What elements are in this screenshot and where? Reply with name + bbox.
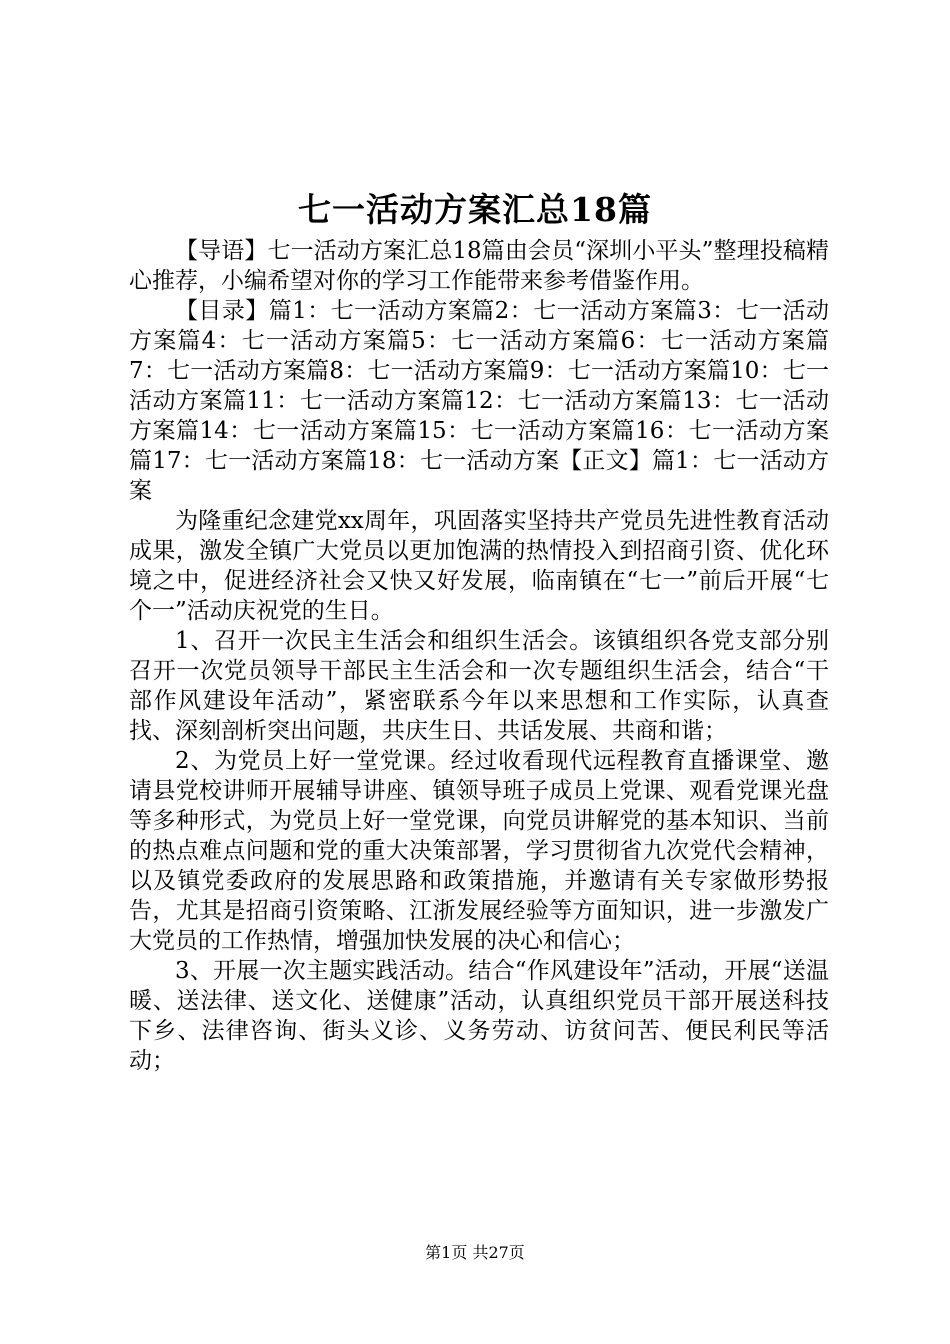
page-footer: 第1页 共27页 (425, 1243, 525, 1262)
paragraph-purpose: 为隆重纪念建党xx周年，巩固落实坚持共产党员先进性教育活动成果，激发全镇广大党员以更加饱满的热情投入到招商引资、优化环境之中，促进经济社会又快又好发展，临南镇在“七一”前后开展“七个一”活动庆祝党的生日。 (129, 508, 829, 624)
document-title: 七一活动方案汇总18篇 (298, 190, 652, 229)
document-body (129, 236, 829, 1076)
paragraph-item-1: 1、召开一次民主生活会和组织生活会。该镇组织各党支部分别召开一次党员领导干部民主生活会和一次专题组织生活会，结合“干部作风建设年活动”，紧密联系今年以来思想和工作实际，认真查找、深刻剖析突出问题，共庆生日、共话发展、共商和谐； (129, 628, 829, 744)
paragraph-intro: 【导语】七一活动方案汇总18篇由会员“深圳小平头”整理投稿精心推荐，小编希望对你的学习工作能带来参考借鉴作用。 (129, 238, 829, 294)
paragraph-contents: 【目录】篇1：七一活动方案篇2：七一活动方案篇3：七一活动方案篇4：七一活动方案篇5：七一活动方案篇6：七一活动方案篇7：七一活动方案篇8：七一活动方案篇9：七一活动方案篇10：七一活动方案篇11：七一活动方案篇12：七一活动方案篇13：七一活动方案篇14：七一活动方案篇15：七一活动方案篇16：七一活动方案篇17：七一活动方案篇18：七一活动方案【正文】篇1：七一活动方案 (129, 298, 829, 504)
paragraph-item-2: 2、为党员上好一堂党课。经过收看现代远程教育直播课堂、邀请县党校讲师开展辅导讲座、镇领导班子成员上党课、观看党课光盘等多种形式，为党员上好一堂党课，向党员讲解党的基本知识、当前的热点难点问题和党的重大决策部署，学习贯彻省九次党代会精神，以及镇党委政府的发展思路和政策措施，并邀请有关专家做形势报告，尤其是招商引资策略、江浙发展经验等方面知识，进一步激发广大党员的工作热情，增强加快发展的决心和信心； (129, 748, 829, 954)
paragraph-item-3: 3、开展一次主题实践活动。结合“作风建设年”活动，开展“送温暖、送法律、送文化、送健康”活动，认真组织党员干部开展送科技下乡、法律咨询、街头义诊、义务劳动、访贫问苦、便民利民等活动； (129, 958, 829, 1074)
